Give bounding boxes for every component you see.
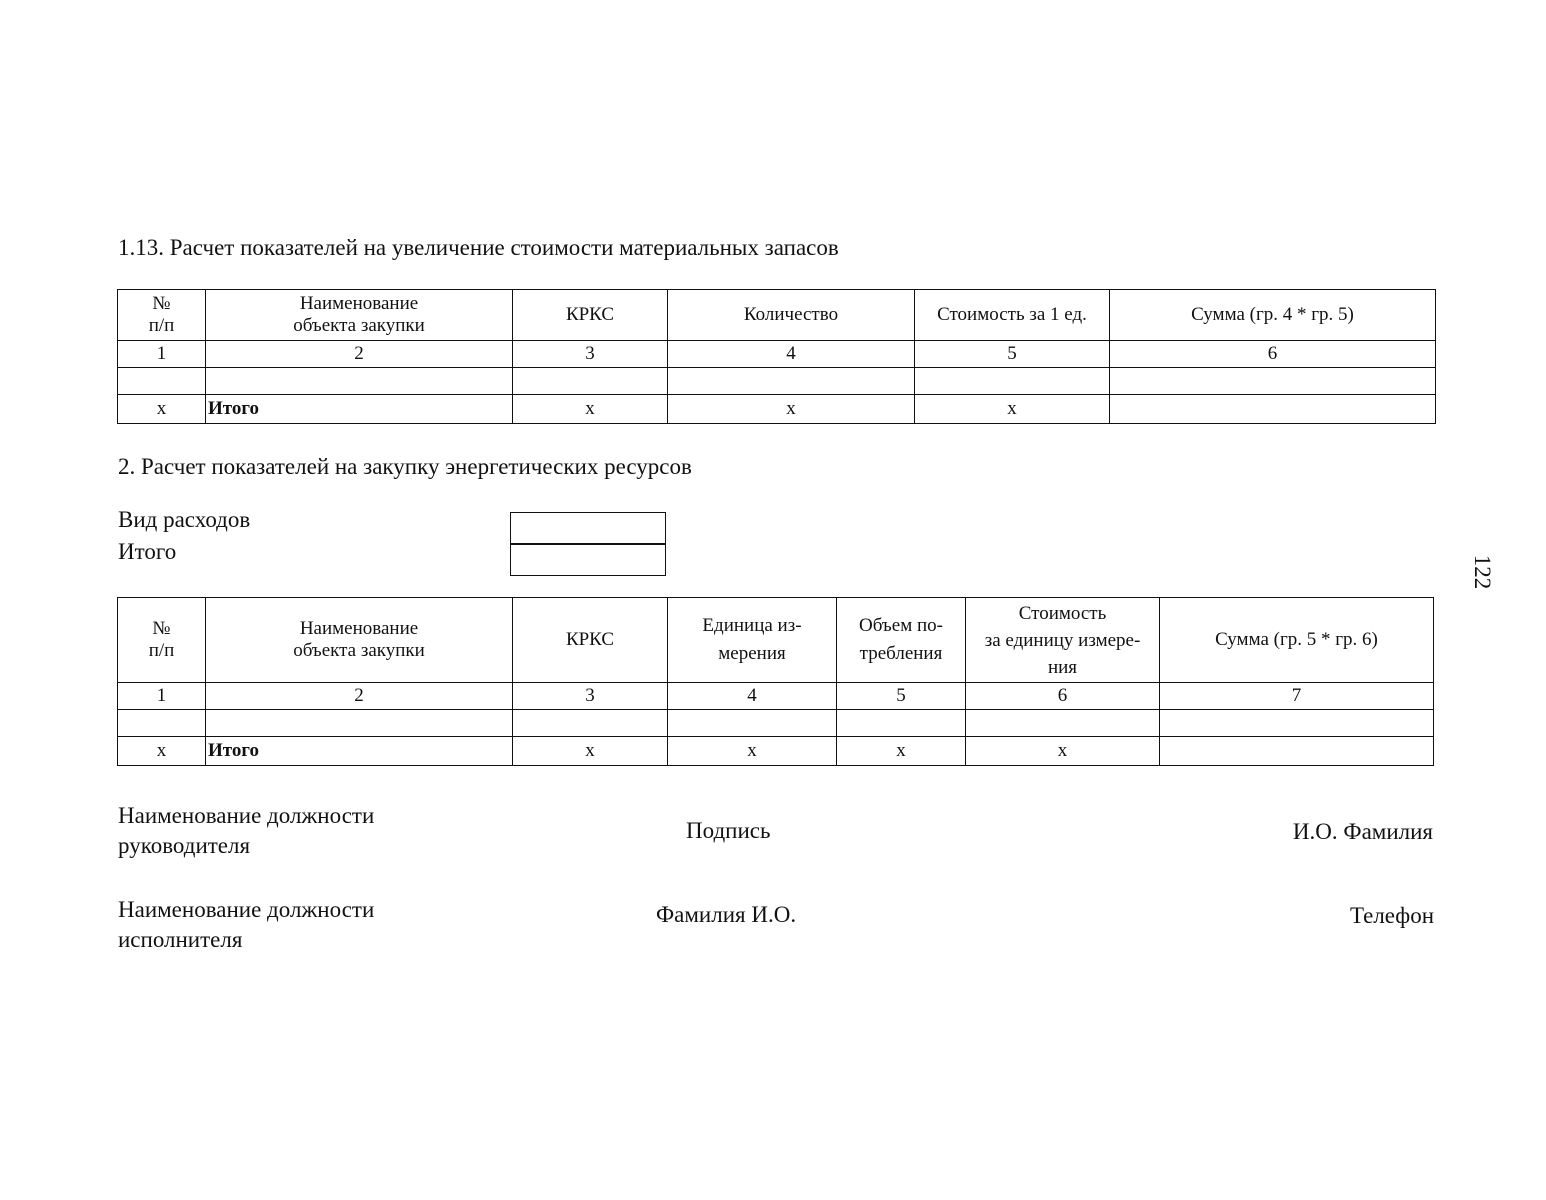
- table-row: [118, 710, 1434, 737]
- header-cell: Объем по- требления: [837, 598, 966, 683]
- header-cell: Количество: [668, 290, 915, 341]
- total-row: [118, 395, 1436, 424]
- empty-cell: [966, 710, 1160, 737]
- number-cell: 1: [118, 341, 206, 368]
- number-cell: 3: [513, 341, 668, 368]
- empty-cell: [915, 368, 1110, 395]
- header-cell: КРКС: [513, 290, 668, 341]
- number-cell: 3: [513, 683, 668, 710]
- number-cell: 4: [668, 683, 837, 710]
- page-number: 122: [1470, 554, 1495, 590]
- table-header-row: [118, 598, 1434, 683]
- number-cell: 5: [915, 341, 1110, 368]
- head-name: И.О. Фамилия: [1292, 819, 1433, 844]
- empty-cell: [206, 368, 513, 395]
- total-cell: х: [118, 395, 206, 424]
- total-cell: х: [118, 737, 206, 766]
- total-box: [510, 543, 666, 576]
- total-row: [118, 737, 1434, 766]
- column-number-row: [118, 683, 1434, 710]
- total-cell: [1110, 395, 1436, 424]
- number-cell: 4: [668, 341, 915, 368]
- expense-type-label: Вид расходов: [118, 507, 251, 532]
- empty-cell: [118, 710, 206, 737]
- number-cell: 1: [118, 683, 206, 710]
- total-cell: х: [513, 395, 668, 424]
- total-cell: х: [668, 737, 837, 766]
- empty-cell: [1160, 710, 1434, 737]
- total-cell: х: [966, 737, 1160, 766]
- number-cell: 5: [837, 683, 966, 710]
- header-cell: Единица из- мерения: [668, 598, 837, 683]
- number-cell: 2: [206, 683, 513, 710]
- table-header-row: [118, 290, 1436, 341]
- empty-cell: [513, 368, 668, 395]
- number-cell: 6: [966, 683, 1160, 710]
- signature-label: Подпись: [686, 818, 771, 843]
- expense-type-box: [510, 512, 666, 545]
- header-cell: № п/п: [118, 290, 206, 341]
- header-cell: Сумма (гр. 4 * гр. 5): [1110, 290, 1436, 341]
- total-label: Итого: [206, 737, 513, 766]
- header-cell: КРКС: [513, 598, 668, 683]
- header-cell: Наименование объекта закупки: [206, 598, 513, 683]
- energy-table: [117, 597, 1434, 766]
- total-cell: х: [915, 395, 1110, 424]
- empty-cell: [118, 368, 206, 395]
- executor-name: Фамилия И.О.: [656, 902, 797, 927]
- section-2-title: 2. Расчет показателей на закупку энергетических ресурсов: [118, 454, 692, 479]
- total-cell: [1160, 737, 1434, 766]
- section-1-13-title: 1.13. Расчет показателей на увеличение стоимости материальных запасов: [118, 235, 839, 260]
- header-cell: Наименование объекта закупки: [206, 290, 513, 341]
- number-cell: 6: [1110, 341, 1436, 368]
- header-cell: № п/п: [118, 598, 206, 683]
- empty-cell: [1110, 368, 1436, 395]
- head-position: Наименование должности руководителя: [118, 803, 375, 858]
- column-number-row: [118, 341, 1436, 368]
- table-row: [118, 368, 1436, 395]
- empty-cell: [513, 710, 668, 737]
- header-cell: Стоимость за единицу измере- ния: [966, 598, 1160, 683]
- materials-table: [117, 289, 1436, 424]
- total-cell: х: [837, 737, 966, 766]
- total-label: Итого: [206, 395, 513, 424]
- phone-label: Телефон: [1349, 903, 1434, 928]
- empty-cell: [837, 710, 966, 737]
- empty-cell: [668, 368, 915, 395]
- number-cell: 7: [1160, 683, 1434, 710]
- header-cell: Стоимость за 1 ед.: [915, 290, 1110, 341]
- number-cell: 2: [206, 341, 513, 368]
- empty-cell: [206, 710, 513, 737]
- total-cell: х: [513, 737, 668, 766]
- total-label: Итого: [118, 539, 177, 564]
- empty-cell: [668, 710, 837, 737]
- total-cell: х: [668, 395, 915, 424]
- executor-position: Наименование должности исполнителя: [118, 897, 375, 952]
- header-cell: Сумма (гр. 5 * гр. 6): [1160, 598, 1434, 683]
